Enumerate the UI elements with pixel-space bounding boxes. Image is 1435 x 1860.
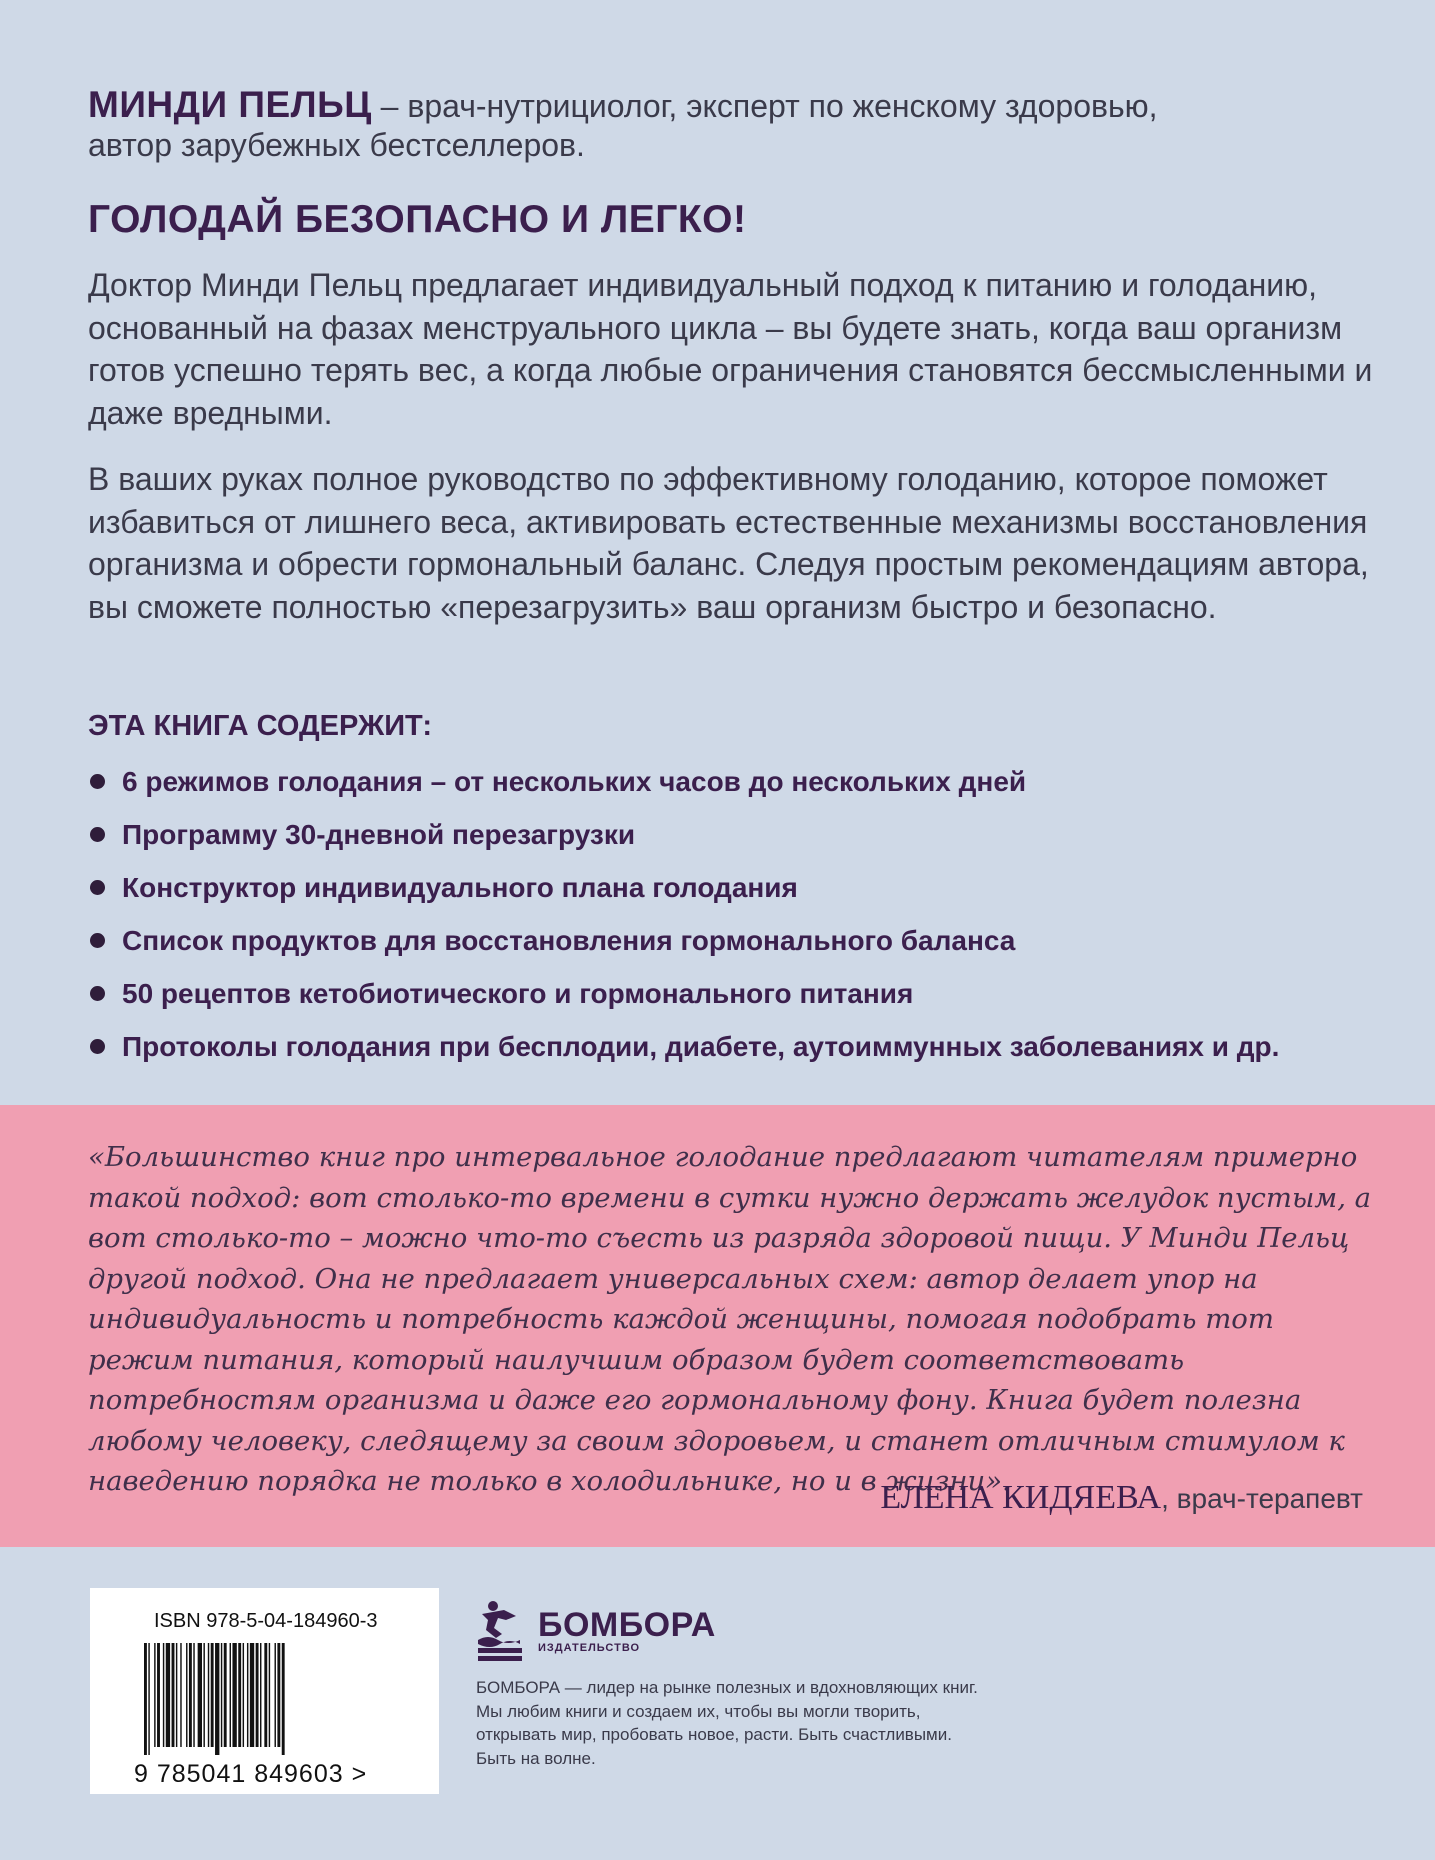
list-item-text: 50 рецептов кетобиотического и гормонального питания [122, 978, 914, 1009]
publisher-description: БОМБОРА — лидер на рынке полезных и вдохновляющих книг. Мы любим книги и создаем их, чтобы вы могли творить, открывать мир, пробовать новое, расти. Быть счастливыми. Быть на волне. [476, 1678, 978, 1768]
publisher-logo [476, 1600, 716, 1662]
review-attribution [880, 1479, 1363, 1517]
list-item-text: Список продуктов для восстановления гормонального баланса [122, 925, 1016, 956]
reviewer-name: ЕЛЕНА КИДЯЕВА [880, 1479, 1162, 1516]
review-quote: «Большинство книг про интервальное голодание предлагают читателям примерно такой подход: вот столько-то времени в сутки нужно держать желудок пустым, а вот столько-то – можно что-то съесть из разряда здоровой пищи. У Минди Пельц другой подход. Она не предлагает универсальных схем: автор делает упор на индивидуальность и потребность каждой женщины, помогая подобрать тот режим питания, который наилучшим образом будет соответствовать потребностям организма и даже его гормональному фону. Книга будет полезна любому человеку, следящему за своим здоровьем, и станет отличным стимулом к наведению порядка не только в холодильнике, но и в жизни». [88, 1141, 1372, 1497]
contents-list [88, 760, 1279, 1078]
author-description: – врач-нутрициолог, эксперт по женскому здоровью, [371, 88, 1158, 124]
list-item-text: Конструктор индивидуального плана голодания [122, 872, 798, 903]
author-name: МИНДИ ПЕЛЬЦ [88, 84, 372, 125]
list-item [88, 972, 1279, 1025]
publisher-block [476, 1600, 978, 1768]
publisher-wordmark [538, 1608, 716, 1654]
list-item [88, 1025, 1279, 1078]
barcode-panel [90, 1588, 439, 1794]
list-item [88, 919, 1279, 972]
bullet-icon [90, 880, 105, 895]
barcode-digits: 9 785041 849603 > [134, 1760, 368, 1788]
isbn-label: ISBN 978-5-04-184960-3 [154, 1610, 378, 1632]
list-item [88, 760, 1279, 813]
headline: ГОЛОДАЙ БЕЗОПАСНО И ЛЕГКО! [88, 198, 747, 241]
list-item [88, 813, 1279, 866]
publisher-name: БОМБОРА [538, 1606, 716, 1644]
paragraph-guide: В ваших руках полное руководство по эффективному голоданию, которое поможет избавиться от лишнего веса, активировать естественные механизмы восстановления организма и обрести гормональный баланс. Следуя простым рекомендациям автора, вы сможете полностью «перезагрузить» ваш организм быстро и безопасно. [88, 461, 1369, 625]
list-item-text: 6 режимов голодания – от нескольких часов до нескольких дней [122, 766, 1027, 797]
author-description-line2: автор зарубежных бестселлеров. [88, 127, 585, 163]
contents-title: ЭТА КНИГА СОДЕРЖИТ: [88, 710, 433, 742]
bullet-icon [90, 933, 105, 948]
publisher-subtitle: ИЗДАТЕЛЬСТВО [538, 1642, 641, 1654]
list-item-text: Протоколы голодания при бесплодии, диабете, аутоиммунных заболеваниях и др. [122, 1031, 1280, 1062]
bullet-icon [90, 774, 105, 789]
bullet-icon [90, 827, 105, 842]
list-item [88, 866, 1279, 919]
bullet-icon [90, 1039, 105, 1054]
list-item-text: Программу 30-дневной перезагрузки [122, 819, 636, 850]
wave-rider-icon [476, 1600, 528, 1662]
paragraph-intro: Доктор Минди Пельц предлагает индивидуальный подход к питанию и голоданию, основанный на фазах менструального цикла – вы будете знать, когда ваш организм готов успешно терять вес, а когда любые ограничения становятся бессмысленными и даже вредными. [88, 267, 1373, 431]
author-intro [88, 83, 1158, 128]
barcode-icon [144, 1643, 384, 1755]
reviewer-role: , врач-терапевт [1161, 1483, 1363, 1514]
bullet-icon [90, 986, 105, 1001]
